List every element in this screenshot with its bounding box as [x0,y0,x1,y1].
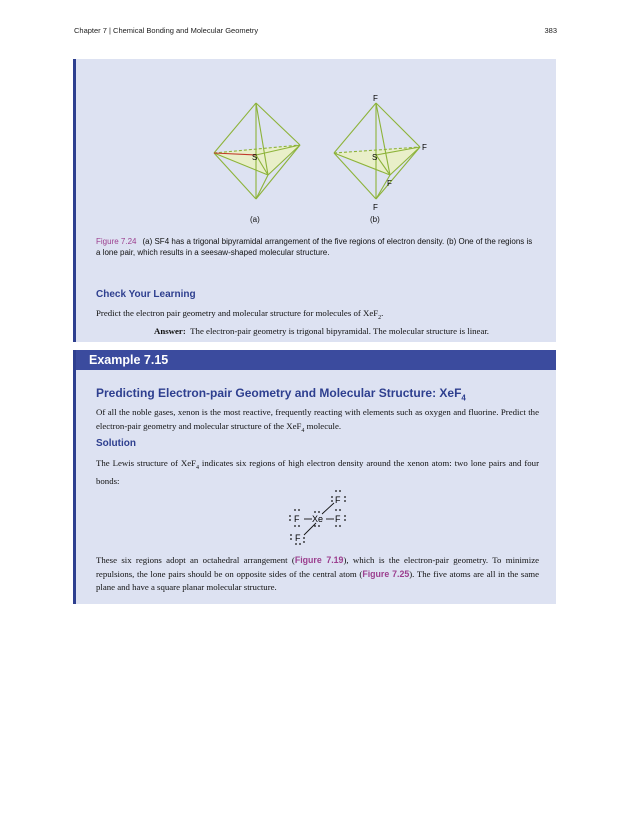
answer-text: The electron-pair geometry is trigonal bipyramidal. The molecular structure is linear. [190,326,489,336]
fluorine-label-right: F [422,143,427,152]
xef4-lewis-structure [282,488,362,548]
page-number: 383 [544,26,557,35]
sulfur-label-a: S [252,153,258,162]
figure-number: Figure 7.24 [96,237,137,246]
xenon-label: Xe [312,514,324,524]
fluorine-label-bottom: F [373,203,378,212]
fluorine-bottom: F [295,533,301,543]
check-question: Predict the electron pair geometry and molecular structure for molecules of XeF$_2$. [96,308,384,321]
chapter-title: Chapter 7 | Chemical Bonding and Molecular Geometry [74,26,259,35]
example-panel [73,350,556,604]
fluorine-right: F [335,514,341,524]
sf4-shape-a [214,103,300,199]
fluorine-left: F [294,514,300,524]
answer-label: Answer: [154,326,186,336]
solution-paragraph-2: These six regions adopt an octahedral arrangement (Figure 7.19), which is the electron-pair geometry. To minimize repulsions, the lone pairs should be on opposite sides of the central atom (Figure 7.25). The five atoms are all in the same plane and have a square planar molecular structure. [96,555,540,592]
sf4-shape-b [334,103,420,199]
figure-7-24-diagram [210,93,440,223]
sulfur-label-b: S [372,153,378,162]
fluorine-top: F [335,495,341,505]
figure-7-25-link[interactable]: Figure 7.25 [362,568,410,579]
example-label: Example 7.15 [76,350,556,370]
check-heading: Check Your Learning [96,289,196,300]
example-title: Predicting Electron-pair Geometry and Molecular Structure: XeF$_4$ [96,386,466,403]
sublabel-b: (b) [370,215,380,224]
check-answer [154,325,554,339]
figure-panel [73,59,556,342]
sublabel-a: (a) [250,215,260,224]
figure-caption [96,236,538,258]
running-header [74,26,557,40]
caption-text: (a) SF4 has a trigonal bipyramidal arrangement of the five regions of electron density. (b) One of the regions is a lone pair, which results in a seesaw-shaped molecular structure. [96,237,533,257]
example-intro: Of all the noble gases, xenon is the most reactive, frequently reacting with elements such as oxygen and fluorine. Predict the electron-pair geometry and molecular structure of the XeF$_4$ molecule. [96,407,539,434]
figure-7-19-link[interactable]: Figure 7.19 [294,555,344,565]
fluorine-label-top: F [373,94,378,103]
solution-paragraph-1: The Lewis structure of XeF$_4$ indicates six regions of high electron density around the xenon atom: two lone pairs and four bonds: [96,458,539,487]
fluorine-label-front: F [387,179,392,188]
solution-heading: Solution [96,438,136,449]
